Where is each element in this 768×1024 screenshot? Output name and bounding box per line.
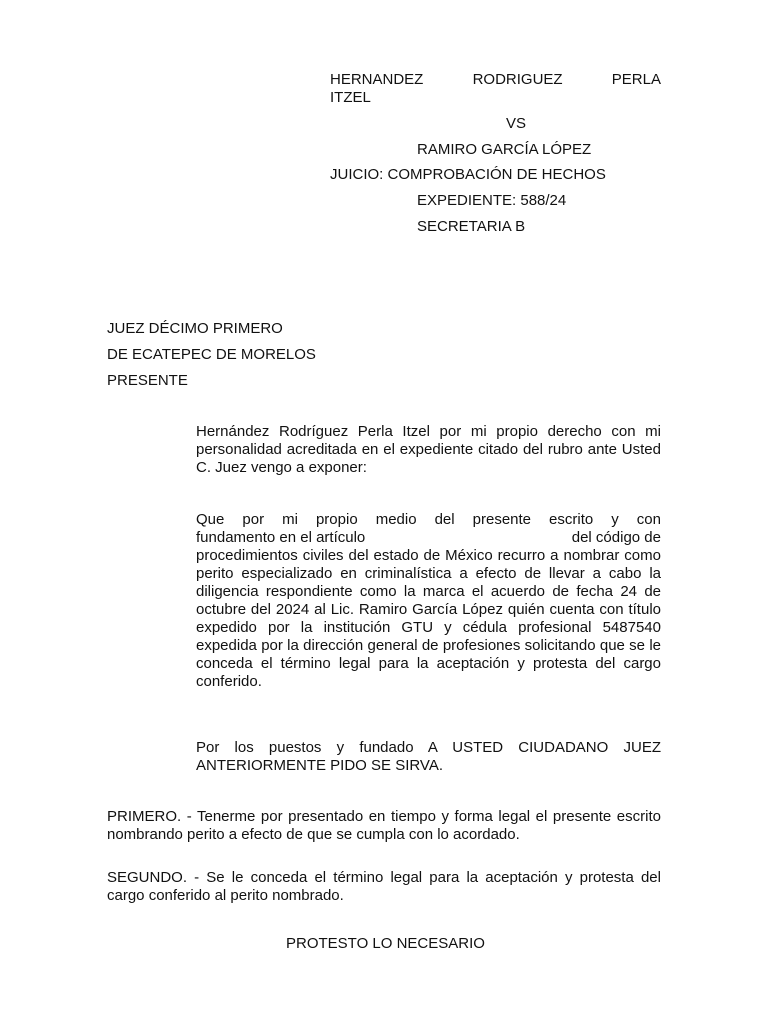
- main-paragraph-line2-start: fundamento en el artículo: [196, 529, 366, 546]
- request-paragraph: Por los puestos y fundado A USTED CIUDADANO JUEZ ANTERIORMENTE PIDO SE SIRVA.: [196, 739, 661, 774]
- header-parties-line2: ITZEL: [330, 89, 371, 106]
- header-parties-line1: HERNANDEZ RODRIGUEZ PERLA: [330, 71, 661, 88]
- closing-statement: PROTESTO LO NECESARIO: [286, 935, 485, 952]
- header-trial: JUICIO: COMPROBACIÓN DE HECHOS: [330, 166, 606, 183]
- addressee-line1: JUEZ DÉCIMO PRIMERO: [107, 320, 283, 337]
- petition-second: SEGUNDO. - Se le conceda el término legal para la aceptación y protesta del cargo conferido al perito nombrado.: [107, 869, 661, 904]
- intro-paragraph: Hernández Rodríguez Perla Itzel por mi propio derecho con mi personalidad acreditada en el expediente citado del rubro ante Usted C. Juez vengo a exponer:: [196, 423, 661, 476]
- addressee-line2: DE ECATEPEC DE MORELOS: [107, 346, 316, 363]
- header-versus: VS: [506, 115, 527, 132]
- main-paragraph-line1: Que por mi propio medio del presente escrito y con: [196, 511, 661, 528]
- main-paragraph-rest: procedimientos civiles del estado de México recurro a nombrar como perito especializado en criminalística a efecto de llevar a cabo la diligencia respondiente como la marca el acuerdo de fecha 24 de octubre del 2024 al Lic. Ramiro García López quién cuenta con título expedido por la institución GTU y cédula profesional 5487540 expedida por la dirección general de profesiones solicitando que se le conceda el término legal para la aceptación y protesta del cargo conferido.: [196, 547, 661, 690]
- header-file-number: EXPEDIENTE: 588/24: [417, 192, 567, 209]
- header-secretariat: SECRETARIA B: [417, 218, 526, 235]
- addressee-line3: PRESENTE: [107, 372, 188, 389]
- header-defendant: RAMIRO GARCÍA LÓPEZ: [417, 141, 592, 158]
- main-paragraph-line2-end: del código de: [571, 529, 661, 546]
- petition-first: PRIMERO. - Tenerme por presentado en tiempo y forma legal el presente escrito nombrando perito a efecto de que se cumpla con lo acordado.: [107, 808, 661, 843]
